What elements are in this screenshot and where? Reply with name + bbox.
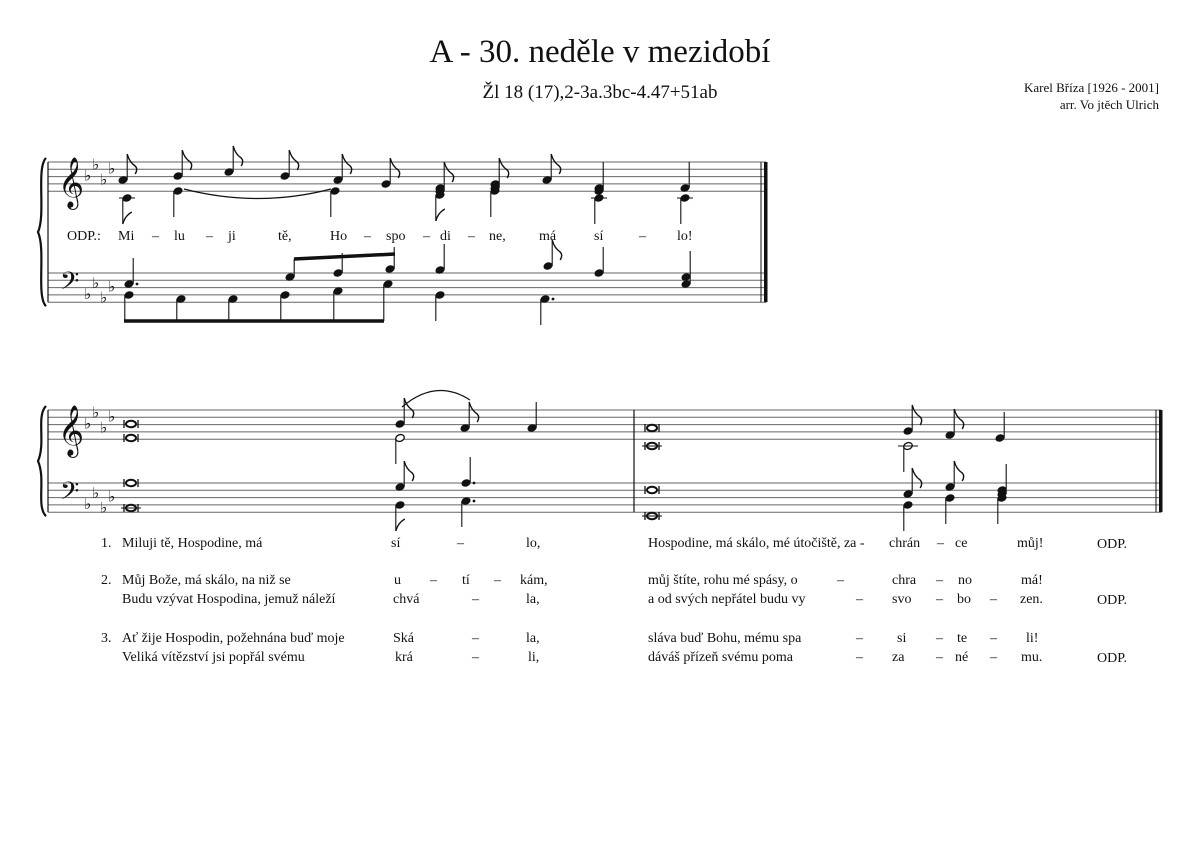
lyric-syllable: lu: [174, 229, 185, 244]
lyric-syllable: ji: [228, 229, 236, 244]
bass-staff: [48, 483, 1161, 512]
hyphen: –: [936, 631, 943, 646]
hyphen: –: [472, 631, 479, 646]
verse-syllable: sí: [391, 536, 401, 551]
verse-syllable: chvá: [393, 592, 420, 607]
verse-syllable: krá: [395, 650, 413, 665]
hyphen: –: [856, 592, 863, 607]
hyphen: –: [936, 592, 943, 607]
slur: [402, 391, 470, 407]
verse-syllable: chra: [892, 573, 917, 588]
lyric-syllable: lo!: [677, 229, 693, 244]
verse-text-part2: Hospodine, má skálo, mé útočiště, za -: [648, 536, 865, 551]
response-cue: ODP.: [1097, 651, 1127, 666]
flat-icon: ♭: [100, 418, 108, 437]
flat-icon: ♭: [100, 498, 108, 517]
verse-text-part1: Veliká vítězství jsi popřál svému: [122, 650, 305, 665]
lyric-syllable: Ho: [330, 229, 348, 244]
hyphen: –: [457, 536, 464, 551]
hyphen: –: [990, 592, 997, 607]
hyphen: –: [937, 536, 944, 551]
lyric-syllable: tě,: [278, 229, 292, 244]
verse-text-part2: a od svých nepřátel budu vy: [648, 592, 806, 607]
verse-text-part1: Miluji tě, Hospodine, má: [122, 536, 263, 551]
flat-icon: ♭: [100, 288, 108, 307]
hyphen: –: [364, 229, 371, 244]
verse-syllable: né: [955, 650, 969, 665]
flat-icon: ♭: [92, 155, 100, 174]
flat-icon: ♭: [108, 407, 116, 426]
verse-syllable: kám,: [520, 573, 548, 588]
breve-note: [124, 434, 138, 442]
flat-icon: ♭: [108, 159, 116, 178]
tie: [184, 189, 331, 199]
lyric-syllable: Mi: [118, 229, 135, 244]
treble-clef-icon: 𝄞: [58, 405, 85, 457]
hyphen: –: [430, 573, 437, 588]
flat-icon: ♭: [108, 487, 116, 506]
treble-clef-icon: 𝄞: [58, 157, 85, 209]
lyric-syllable: ne,: [489, 229, 506, 244]
key-signature: [84, 404, 115, 517]
response-label: ODP.:: [67, 229, 101, 244]
psalm-reference: Žl 18 (17),2-3a.3bc-4.47+51ab: [482, 82, 718, 103]
hyphen: –: [472, 592, 479, 607]
system-2-notes: [121, 391, 1007, 531]
verse-syllable: můj!: [1017, 536, 1044, 551]
hyphen: –: [494, 573, 501, 588]
response-cue: ODP.: [1097, 593, 1127, 608]
verse-text-part2: sláva buď Bohu, mému spa: [648, 631, 802, 646]
verse-text-part1: Ať žije Hospodin, požehnána buď moje: [122, 631, 345, 646]
flat-icon: ♭: [92, 403, 100, 422]
verse-syllable: li!: [1026, 631, 1039, 646]
hyphen: –: [990, 650, 997, 665]
verse-syllable: li,: [528, 650, 540, 665]
hyphen: –: [472, 650, 479, 665]
verse-syllable: tí: [462, 573, 470, 588]
verse-syllable: zen.: [1020, 592, 1043, 607]
bass-staff: [48, 273, 766, 302]
treble-staff: [48, 410, 1161, 439]
flat-icon: ♭: [84, 414, 92, 433]
hyphen: –: [639, 229, 646, 244]
lyric-syllable: di: [440, 229, 451, 244]
hyphen: –: [856, 650, 863, 665]
page-title: A - 30. neděle v mezidobí: [429, 34, 771, 70]
brace: [38, 406, 46, 516]
flat-icon: ♭: [92, 483, 100, 502]
verse-syllable: za: [892, 650, 905, 665]
hyphen: –: [936, 573, 943, 588]
hyphen: –: [206, 229, 213, 244]
verse-syllable: si: [897, 631, 907, 646]
verse-text-part2: dáváš přízeň svému poma: [648, 650, 794, 665]
flat-icon: ♭: [92, 273, 100, 292]
verse-syllable: bo: [957, 592, 971, 607]
flat-icon: ♭: [100, 170, 108, 189]
verse-number: 1.: [101, 536, 112, 551]
flat-icon: ♭: [84, 284, 92, 303]
hyphen: –: [468, 229, 475, 244]
verse-syllable: ce: [955, 536, 968, 551]
arranger-name: arr. Vo jtěch Ulrich: [1059, 97, 1159, 112]
verse-syllable: no: [958, 573, 972, 588]
hyphen: –: [837, 573, 844, 588]
verse-syllable: má!: [1021, 573, 1043, 588]
lyric-syllable: sí: [594, 229, 604, 244]
composer-name: Karel Bříza [1926 - 2001]: [1023, 80, 1159, 95]
bass-clef-icon: 𝄢: [60, 266, 80, 302]
breve-note: [645, 424, 659, 432]
hyphen: –: [990, 631, 997, 646]
breve-note: [645, 486, 659, 494]
lyric-syllable: má: [539, 229, 557, 244]
verse-syllable: u: [394, 573, 401, 588]
lyric-syllable: spo: [386, 229, 406, 244]
hyphen: –: [152, 229, 159, 244]
verse-number: 2.: [101, 573, 112, 588]
breve-note: [124, 420, 138, 428]
verse-syllable: chrán: [889, 536, 921, 551]
hyphen: –: [856, 631, 863, 646]
final-barline: [1159, 410, 1163, 512]
verse-text-part2: můj štíte, rohu mé spásy, o: [648, 573, 798, 588]
verse-text-part1: Můj Bože, má skálo, na niž se: [122, 573, 291, 588]
verse-number: 3.: [101, 631, 112, 646]
bass-clef-icon: 𝄢: [60, 476, 80, 512]
verse-syllable: mu.: [1021, 650, 1043, 665]
verse-syllable: lo,: [526, 536, 541, 551]
flat-icon: ♭: [84, 166, 92, 185]
verse-syllable: svo: [892, 592, 912, 607]
treble-staff: [48, 162, 766, 191]
final-barline: [764, 162, 768, 302]
verse-syllable: te: [957, 631, 968, 646]
verse-syllable: Ská: [393, 631, 414, 646]
flat-icon: ♭: [108, 277, 116, 296]
hyphen: –: [423, 229, 430, 244]
verse-syllable: la,: [526, 592, 540, 607]
verse-syllable: la,: [526, 631, 540, 646]
response-cue: ODP.: [1097, 537, 1127, 552]
verse-text-part1: Budu vzývat Hospodina, jemuž náleží: [122, 592, 336, 607]
breve-note: [124, 479, 138, 487]
flat-icon: ♭: [84, 494, 92, 513]
brace: [38, 158, 46, 306]
hyphen: –: [936, 650, 943, 665]
